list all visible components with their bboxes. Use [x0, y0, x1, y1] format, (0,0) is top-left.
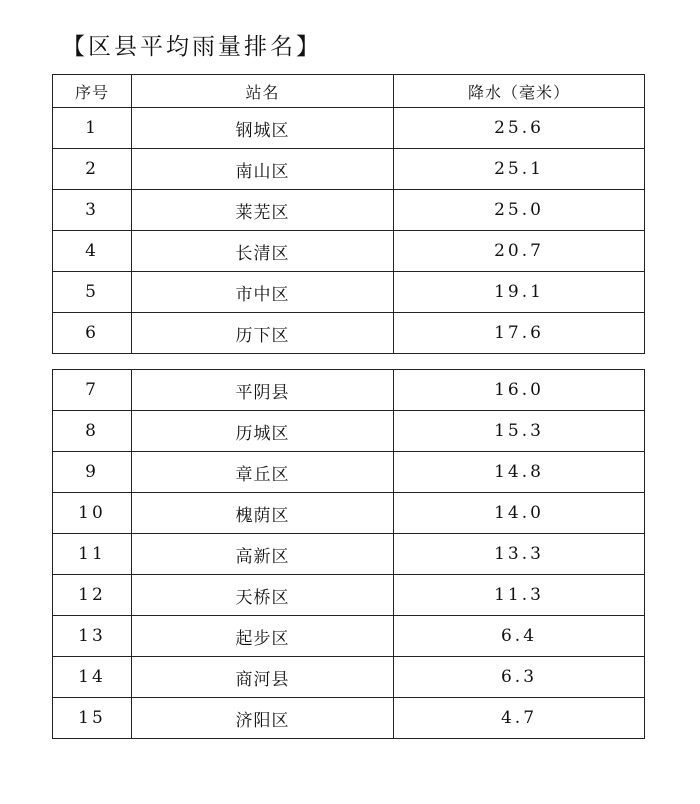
- rainfall-cell: 16.0: [394, 370, 645, 411]
- rainfall-cell: 14.0: [394, 493, 645, 534]
- rank-cell: 5: [53, 272, 132, 313]
- table-row: [53, 190, 645, 231]
- table-row: [53, 149, 645, 190]
- table-row: [53, 493, 645, 534]
- rainfall-cell: 15.3: [394, 411, 645, 452]
- station-cell: 槐荫区: [132, 493, 394, 534]
- table-row: [53, 313, 645, 354]
- station-cell: 历下区: [132, 313, 394, 354]
- table-row: [53, 698, 645, 739]
- station-cell: 历城区: [132, 411, 394, 452]
- rainfall-cell: 11.3: [394, 575, 645, 616]
- rainfall-cell: 4.7: [394, 698, 645, 739]
- column-header-rainfall: 降水（毫米）: [394, 75, 645, 108]
- rank-cell: 4: [53, 231, 132, 272]
- table-row: [53, 534, 645, 575]
- column-header-rank: 序号: [53, 75, 132, 108]
- rainfall-cell: 20.7: [394, 231, 645, 272]
- station-cell: 市中区: [132, 272, 394, 313]
- rank-cell: 7: [53, 370, 132, 411]
- table-row: [53, 575, 645, 616]
- rank-cell: 10: [53, 493, 132, 534]
- rank-cell: 2: [53, 149, 132, 190]
- rainfall-cell: 19.1: [394, 272, 645, 313]
- rank-cell: 1: [53, 108, 132, 149]
- table-row: [53, 616, 645, 657]
- rainfall-table-part-1: [52, 74, 645, 354]
- rank-cell: 9: [53, 452, 132, 493]
- table-row: [53, 411, 645, 452]
- column-header-station: 站名: [132, 75, 394, 108]
- table-row: [53, 108, 645, 149]
- rank-cell: 15: [53, 698, 132, 739]
- rainfall-cell: 25.0: [394, 190, 645, 231]
- station-cell: 莱芜区: [132, 190, 394, 231]
- rainfall-cell: 6.4: [394, 616, 645, 657]
- station-cell: 起步区: [132, 616, 394, 657]
- station-cell: 高新区: [132, 534, 394, 575]
- table-row: [53, 370, 645, 411]
- page-title: 【区县平均雨量排名】: [62, 34, 322, 60]
- table-header-row: [53, 75, 645, 108]
- station-cell: 南山区: [132, 149, 394, 190]
- rank-cell: 12: [53, 575, 132, 616]
- rainfall-cell: 17.6: [394, 313, 645, 354]
- station-cell: 商河县: [132, 657, 394, 698]
- station-cell: 长清区: [132, 231, 394, 272]
- rainfall-cell: 25.6: [394, 108, 645, 149]
- rank-cell: 6: [53, 313, 132, 354]
- rainfall-table-part-2: [52, 369, 645, 739]
- rank-cell: 3: [53, 190, 132, 231]
- rainfall-cell: 6.3: [394, 657, 645, 698]
- table-row: [53, 657, 645, 698]
- rank-cell: 8: [53, 411, 132, 452]
- rank-cell: 11: [53, 534, 132, 575]
- station-cell: 天桥区: [132, 575, 394, 616]
- rank-cell: 13: [53, 616, 132, 657]
- rank-cell: 14: [53, 657, 132, 698]
- station-cell: 钢城区: [132, 108, 394, 149]
- rainfall-cell: 25.1: [394, 149, 645, 190]
- rainfall-cell: 14.8: [394, 452, 645, 493]
- table-row: [53, 452, 645, 493]
- station-cell: 章丘区: [132, 452, 394, 493]
- table-row: [53, 272, 645, 313]
- station-cell: 平阴县: [132, 370, 394, 411]
- station-cell: 济阳区: [132, 698, 394, 739]
- rainfall-cell: 13.3: [394, 534, 645, 575]
- table-row: [53, 231, 645, 272]
